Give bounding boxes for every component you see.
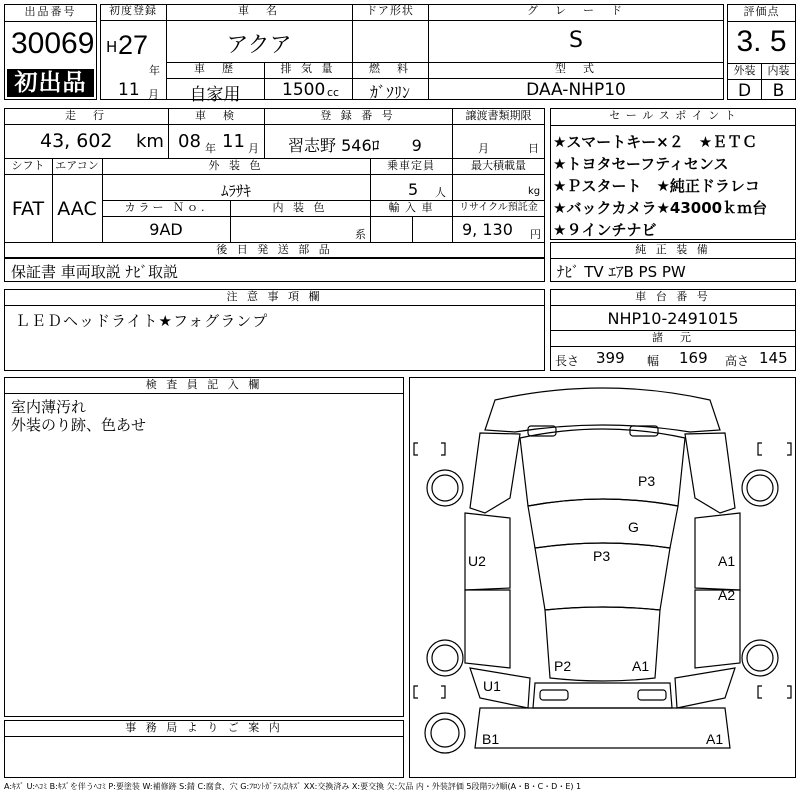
inspection-year-unit: 年 <box>205 142 216 155</box>
capacity-header: 乗車定員 <box>387 159 435 172</box>
width-label: 幅 <box>647 354 660 368</box>
inspection-year: 08 <box>178 131 201 152</box>
damage-mark: U1 <box>483 678 501 694</box>
int-color-header: 内 装 色 <box>272 201 328 214</box>
import-header: 輸 入 車 <box>388 201 434 214</box>
color-no-value: 9AD <box>149 220 183 239</box>
car-diagram-box <box>409 377 796 778</box>
damage-mark: P3 <box>638 473 656 489</box>
damage-mark: A1 <box>706 731 724 747</box>
damage-mark: A1 <box>718 553 736 569</box>
lot-number: 30069 <box>11 27 95 60</box>
inspector-header: 検 査 員 記 入 欄 <box>5 378 403 394</box>
sales-point-line: ★スマートキー×２ ★ＥＴＣ <box>553 133 758 151</box>
color-no-header: カラー Ｎｏ. <box>124 201 208 214</box>
legend: A:ｷｽﾞ U:ﾍｺﾐ B:ｷｽﾞを伴うﾍｺﾐ P:要塗装 W:補修跡 S:錆 C:腐食、穴 G:ﾌﾛﾝﾄｶﾞﾗｽ点ｷｽﾞ XX:交換済み X:要交換 欠:欠品 内・外装評価 5段階ﾗﾝｸ順(A・B・C・D・E) 1 <box>4 782 582 791</box>
ext-color-header: 外 装 色 <box>208 159 264 172</box>
recycle-unit: 円 <box>530 228 541 241</box>
dims-header: 諸 元 <box>652 331 694 344</box>
mileage-unit: km <box>136 131 164 152</box>
damage-mark: B1 <box>482 731 500 747</box>
equipment-box <box>550 242 796 282</box>
capacity-value: 5 <box>408 180 419 199</box>
damage-mark: A1 <box>632 658 650 674</box>
transfer-month-unit: 月 <box>478 142 489 155</box>
damage-mark: P2 <box>554 658 572 674</box>
model-header: 型 式 <box>555 62 597 75</box>
door-header: ドア形状 <box>366 4 414 17</box>
score-int-header: 内装 <box>767 64 790 77</box>
aircon-value: AAC <box>57 198 97 220</box>
sales-points-box <box>550 108 796 240</box>
transfer-day-unit: 日 <box>528 142 539 155</box>
length-label: 長さ <box>555 354 580 368</box>
damage-mark: A2 <box>718 587 736 603</box>
width-value: 169 <box>679 349 708 367</box>
lot-header: 出品番号 <box>5 5 96 22</box>
first-reg-header: 初度登録 <box>109 4 157 17</box>
first-reg-month: 11 <box>118 80 140 100</box>
chassis-value: NHP10-2491015 <box>607 309 739 328</box>
height-label: 高さ <box>725 354 750 368</box>
fuel-value: ｶﾞｿﾘﾝ <box>369 83 410 102</box>
damage-mark: U2 <box>468 553 486 569</box>
lot-box <box>4 4 97 100</box>
aircon-header: エアコン <box>55 159 99 172</box>
capacity-unit: 人 <box>435 186 446 199</box>
caution-header: 注 意 事 項 欄 <box>5 290 544 306</box>
displacement-unit: cc <box>327 86 340 99</box>
max-load-unit: kg <box>528 186 541 197</box>
model-value: DAA-NHP10 <box>526 80 626 100</box>
displacement-header: 排 気 量 <box>280 62 336 75</box>
history-header: 車 歴 <box>194 62 236 75</box>
inspector-line: 室内薄汚れ <box>11 398 87 416</box>
car-name-header: 車 名 <box>238 4 280 17</box>
sales-point-line: ★トヨタセーフティセンス <box>553 155 729 173</box>
equipment-value: ﾅﾋﾞ TV ｴｱB PS PW <box>557 263 686 281</box>
chassis-header: 車 台 番 号 <box>551 290 795 306</box>
caution-value: ＬＥＤヘッドライト★フォグランプ <box>15 312 269 330</box>
score-ext-value: D <box>737 81 752 101</box>
sales-points-header: セ ー ル ス ポ イ ン ト <box>551 109 795 126</box>
sales-point-line: ★バックカメラ★43000ｋｍ台 <box>553 199 768 217</box>
later-parts-header: 後 日 発 送 部 品 <box>216 243 333 256</box>
inspector-box <box>4 377 404 717</box>
equipment-header: 純 正 装 備 <box>551 243 795 259</box>
caution-box <box>4 289 545 371</box>
recycle-header: リサイクル預託金 <box>459 202 538 213</box>
chassis-box <box>550 289 796 371</box>
first-reg-year: 27 <box>118 30 149 60</box>
recycle-value: 9, 130 <box>462 220 513 239</box>
fuel-header: 燃 料 <box>369 62 411 75</box>
score-ext-header: 外装 <box>733 64 756 77</box>
transfer-header: 譲渡書類期限 <box>465 109 532 122</box>
car-diagram <box>410 378 795 777</box>
grade-value: S <box>569 28 583 53</box>
score-value: 3. 5 <box>736 25 787 58</box>
score-int-value: B <box>772 81 785 101</box>
first-listing-badge: 初出品 <box>7 69 94 97</box>
mileage-header: 走 行 <box>65 109 107 122</box>
office-box <box>4 720 404 778</box>
office-header: 事 務 局 よ り ご 案 内 <box>5 721 403 737</box>
length-value: 399 <box>596 349 625 367</box>
first-reg-era: H <box>106 38 118 56</box>
inspector-line: 外装のり跡、色あせ <box>11 416 147 434</box>
grade-header: グ レ ー ド <box>527 4 625 17</box>
sales-point-line: ★９インチナビ <box>553 221 657 239</box>
later-parts-box <box>4 258 545 282</box>
inspection-month: 11 <box>222 131 245 152</box>
later-parts-value: 保証書 車両取説 ﾅﾋﾞ取説 <box>11 263 179 281</box>
shift-value: FAT <box>11 198 45 220</box>
damage-mark: P3 <box>593 548 611 564</box>
inspection-month-unit: 月 <box>248 142 259 155</box>
score-header: 評価点 <box>728 5 795 22</box>
max-load-header: 最大積載量 <box>471 159 526 172</box>
displacement-value: 1500 <box>282 80 326 100</box>
sales-point-line: ★Ｐスタート ★純正ドラレコ <box>553 177 760 195</box>
plate-value: 習志野 546ﾛ 9 <box>288 136 422 155</box>
int-color-unit: 系 <box>355 228 366 241</box>
plate-header: 登 録 番 号 <box>320 109 396 122</box>
shift-header: シフト <box>11 159 45 172</box>
car-name-value: アクア <box>226 33 292 58</box>
score-box <box>727 4 796 100</box>
mileage-value: 43, 602 <box>40 130 113 152</box>
history-value: 自家用 <box>189 85 241 105</box>
inspection-header: 車 検 <box>195 109 237 122</box>
first-reg-year-unit: 年 <box>149 64 160 77</box>
damage-mark: G <box>628 519 639 535</box>
ext-color-value: ﾑﾗｻｷ <box>220 182 251 200</box>
first-reg-month-unit: 月 <box>148 88 159 101</box>
height-value: 145 <box>759 349 788 367</box>
